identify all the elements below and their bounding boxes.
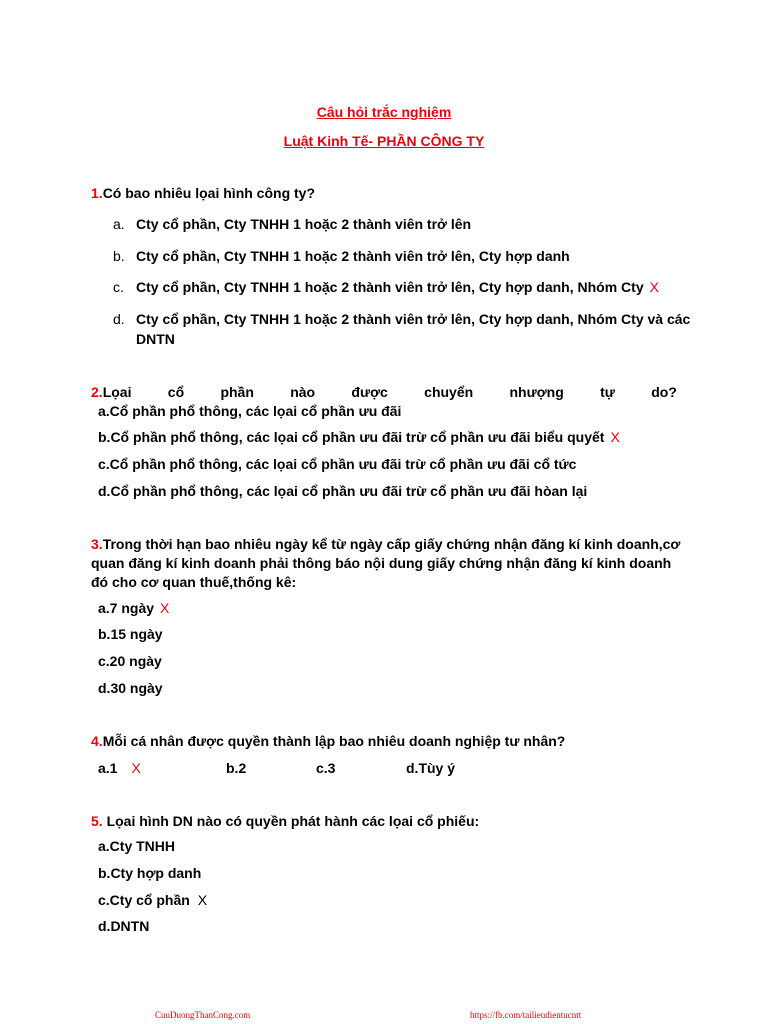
question-text: Có bao nhiêu lọai hình công ty? bbox=[102, 185, 316, 201]
answer-mark: X bbox=[160, 600, 170, 616]
question-word-4: nào bbox=[290, 384, 316, 400]
footer-left-link[interactable]: CuuDuongThanCong.com bbox=[155, 1010, 251, 1020]
q4-option-d: d.Tùy ý bbox=[406, 760, 456, 776]
question-number: 5. bbox=[91, 813, 103, 829]
option-text: b.Cổ phần phổ thông, các lọai cổ phần ưu đãi trừ cổ phần ưu đãi biểu quyết bbox=[98, 429, 605, 445]
q3-option-c: c.20 ngày bbox=[98, 653, 162, 669]
option-text: c.Cty cổ phần bbox=[98, 892, 190, 908]
option-text: a.1 bbox=[98, 760, 118, 776]
question-word-2: cổ bbox=[167, 384, 185, 400]
question-3-line-3: đó cho cơ quan thuế,thống kê: bbox=[91, 574, 297, 590]
q2-option-d: d.Cổ phần phổ thông, các lọai cổ phần ưu đãi trừ cổ phần ưu đãi hòan lại bbox=[98, 483, 588, 499]
question-4 bbox=[91, 733, 565, 749]
option-letter: a. bbox=[113, 216, 125, 232]
question-word-1 bbox=[91, 384, 131, 400]
question-word-text: Lọai bbox=[102, 384, 132, 400]
question-word-8: tự bbox=[600, 384, 615, 400]
q1-option-d bbox=[0, 311, 768, 329]
question-word-3: phần bbox=[220, 384, 254, 400]
option-text: Cty cổ phần, Cty TNHH 1 hoặc 2 thành viên trở lên bbox=[136, 216, 472, 232]
question-word-9: do? bbox=[651, 384, 677, 400]
question-1 bbox=[91, 185, 315, 201]
q5-option-d: d.DNTN bbox=[98, 918, 150, 934]
question-number: 2. bbox=[91, 384, 103, 400]
question-number: 1. bbox=[91, 185, 103, 201]
question-word-6: chuyển bbox=[424, 384, 474, 400]
q4-option-a bbox=[98, 760, 141, 776]
question-number: 3. bbox=[91, 536, 103, 552]
answer-mark: X bbox=[610, 429, 620, 445]
question-5 bbox=[91, 813, 479, 829]
q1-option-c bbox=[0, 279, 768, 297]
option-letter: c. bbox=[113, 279, 124, 295]
q4-option-b: b.2 bbox=[226, 760, 247, 776]
document-subtitle: Luật Kinh Tế- PHẦN CÔNG TY bbox=[283, 133, 485, 149]
q1-option-b bbox=[0, 248, 768, 266]
option-text: Cty cổ phần, Cty TNHH 1 hoặc 2 thành viên trở lên, Cty hợp danh bbox=[136, 248, 570, 264]
q1-option-d-cont bbox=[0, 331, 768, 349]
q4-option-c: c.3 bbox=[316, 760, 336, 776]
q3-option-b: b.15 ngày bbox=[98, 626, 163, 642]
question-text: Lọai hình DN nào có quyền phát hành các lọai cổ phiếu: bbox=[102, 813, 480, 829]
q3-option-d: d.30 ngày bbox=[98, 680, 163, 696]
footer-right-link[interactable]: https://fb.com/tailieudientucntt bbox=[470, 1010, 582, 1020]
q3-option-a bbox=[98, 600, 169, 616]
q2-option-b bbox=[98, 429, 620, 445]
q5-option-a: a.Cty TNHH bbox=[98, 838, 176, 854]
question-text: Trong thời hạn bao nhiêu ngày kể từ ngày cấp giấy chứng nhận đăng kí kinh doanh,cơ bbox=[102, 536, 681, 552]
option-text bbox=[136, 279, 659, 295]
document-title: Câu hỏi trắc nghiệm bbox=[316, 104, 452, 120]
answer-mark: X bbox=[649, 279, 659, 295]
option-text-content: Cty cổ phần, Cty TNHH 1 hoặc 2 thành viên trở lên, Cty hợp danh, Nhóm Cty bbox=[136, 279, 644, 295]
q2-option-a: a.Cổ phần phổ thông, các lọai cổ phần ưu đãi bbox=[98, 403, 402, 419]
option-letter: d. bbox=[113, 311, 125, 327]
option-text: a.7 ngày bbox=[98, 600, 155, 616]
q5-option-c bbox=[98, 892, 207, 908]
question-3-line-1 bbox=[91, 536, 680, 552]
question-text: Mỗi cá nhân được quyền thành lập bao nhiêu doanh nghiệp tư nhân? bbox=[102, 733, 566, 749]
q2-option-c: c.Cổ phần phổ thông, các lọai cổ phần ưu đãi trừ cổ phần ưu đãi cổ tức bbox=[98, 456, 577, 472]
question-3-line-2: quan đăng kí kinh doanh phải thông báo nội dung giấy chứng nhận đăng kí kinh doanh bbox=[91, 555, 672, 571]
question-word-7: nhượng bbox=[509, 384, 564, 400]
option-text-continued: DNTN bbox=[136, 331, 175, 347]
question-word-5: được bbox=[351, 384, 388, 400]
q1-option-a bbox=[0, 216, 768, 234]
answer-mark: X bbox=[197, 892, 208, 908]
option-text: Cty cổ phần, Cty TNHH 1 hoặc 2 thành viên trở lên, Cty hợp danh, Nhóm Cty và các bbox=[136, 311, 691, 327]
q5-option-b: b.Cty hợp danh bbox=[98, 865, 202, 881]
question-number: 4. bbox=[91, 733, 103, 749]
answer-mark: X bbox=[131, 760, 141, 776]
option-letter: b. bbox=[113, 248, 125, 264]
question-2 bbox=[91, 384, 677, 400]
